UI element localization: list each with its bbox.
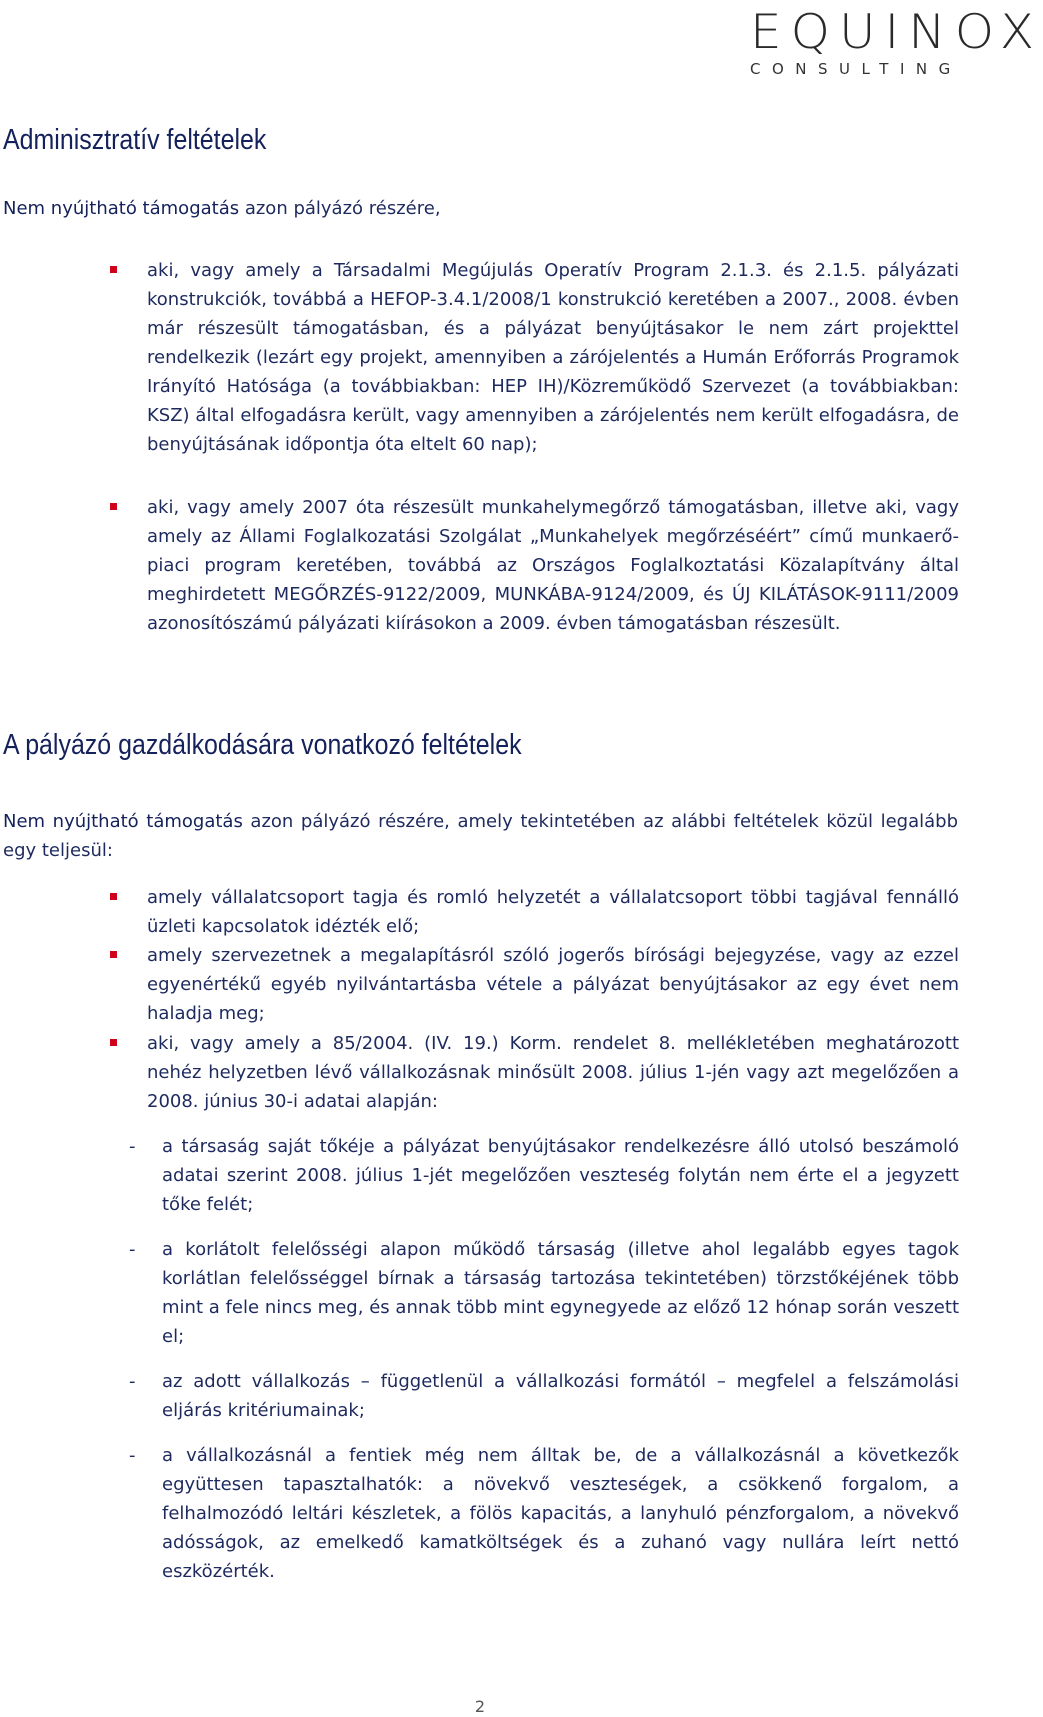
section2-intro-bold: Nem nyújtható támogatás	[3, 811, 243, 832]
dash-mark: -	[129, 1136, 136, 1157]
section2-bullet-2: amely szervezetnek a megalapításról szóló jogerős bírósági bejegyzése, vagy az ezzel egyenértékű egyéb nyilvántartásba vétele a pályázat benyújtásakor az egy évet nem haladja meg;	[147, 941, 959, 1028]
company-logo	[750, 4, 1043, 86]
dash-item-text: a korlátolt felelősségi alapon működő társaság (illetve ahol legalább egyes tagok korlátlan felelősséggel bírnak a társaság tartozása tekintetében) törzstőkéjének több mint a fele nincs meg, és annak több mint egynegyede az előző 12 hónap során veszett el;	[162, 1239, 959, 1347]
section2-intro-rest: azon pályázó részére, amely tekintetében az alábbi feltételek közül legalább egy teljesül:	[3, 811, 959, 861]
logo-wordmark: EQUINOX	[750, 4, 1043, 60]
dash-item-4	[129, 1441, 959, 1586]
section2-bullet-1: amely vállalatcsoport tagja és romló helyzetét a vállalatcsoport többi tagjával fennálló üzleti kapcsolatok idézték elő;	[147, 883, 959, 941]
section1-bullet-1: aki, vagy amely a Társadalmi Megújulás Operatív Program 2.1.3. és 2.1.5. pályázati konstrukciók, továbbá a HEFOP-3.4.1/2008/1 konstrukció keretében a 2007., 2008. évben már részesült támogatásban, és a pályázat benyújtásakor le nem zárt projekttel rendelkezik (lezárt egy projekt, amennyiben a zárójelentés a Humán Erőforrás Programok Irányító Hatósága (a továbbiakban: HEP IH)/Közreműködő Szervezet (a továbbiakban: KSZ) által elfogadásra került, vagy amennyiben a zárójelentés nem került elfogadásra, de benyújtásának időpontja óta eltelt 60 nap);	[147, 256, 959, 459]
dash-mark: -	[129, 1445, 136, 1466]
section1-intro-bold: Nem nyújtható támogatás	[3, 198, 240, 219]
dash-item-3	[129, 1367, 959, 1425]
dash-item-1	[129, 1132, 959, 1219]
section1-intro	[3, 194, 958, 223]
section2-bullet-3: aki, vagy amely a 85/2004. (IV. 19.) Korm. rendelet 8. mellékletében meghatározott nehéz helyzetben lévő vállalkozásnak minősült 2008. július 1-jén vagy azt megelőzően a 2008. június 30-i adatai alapján:	[147, 1029, 959, 1116]
dash-mark: -	[129, 1239, 136, 1260]
dash-item-text: a vállalkozásnál a fentiek még nem álltak be, de a vállalkozásnál a következők együttesen tapasztalhatók: a növekvő veszteségek, a csökkenő forgalom, a felhalmozódó leltári készletek, a fölös kapacitás, a lanyhuló pénzforgalom, a növekvő adósságok, az emelkedő kamatköltségek és a zuhanó vagy nullára leírt nettó eszközérték.	[162, 1445, 959, 1582]
dash-mark: -	[129, 1371, 136, 1392]
dash-item-text: a társaság saját tőkéje a pályázat benyújtásakor rendelkezésre álló utolsó beszámoló adatai szerint 2008. július 1-jét megelőzően veszteség folytán nem érte el a jegyzett tőke felét;	[162, 1136, 959, 1215]
page-number: 2	[474, 1697, 486, 1716]
section1-intro-rest: azon pályázó részére,	[239, 198, 441, 219]
dash-item-text: az adott vállalkozás – függetlenül a vállalkozási formától – megfelel a felszámolási eljárás kritériumainak;	[162, 1371, 959, 1421]
section2-intro	[3, 807, 958, 865]
section-title-financial: A pályázó gazdálkodására vonatkozó feltételek	[3, 729, 522, 761]
dash-item-2	[129, 1235, 959, 1351]
logo-subtitle: CONSULTING	[750, 60, 962, 78]
section-title-administrative: Adminisztratív feltételek	[3, 124, 267, 156]
section1-bullet-2: aki, vagy amely 2007 óta részesült munkahelymegőrző támogatásban, illetve aki, vagy amely az Állami Foglalkozatási Szolgálat „Munkahelyek megőrzéséért” című munkaerő-piaci program keretében, továbbá az Országos Foglalkoztatási Közalapítvány által meghirdetett MEGŐRZÉS-9122/2009, MUNKÁBA-9124/2009, és ÚJ KILÁTÁSOK-9111/2009 azonosítószámú pályázati kiírásokon a 2009. évben támogatásban részesült.	[147, 493, 959, 638]
